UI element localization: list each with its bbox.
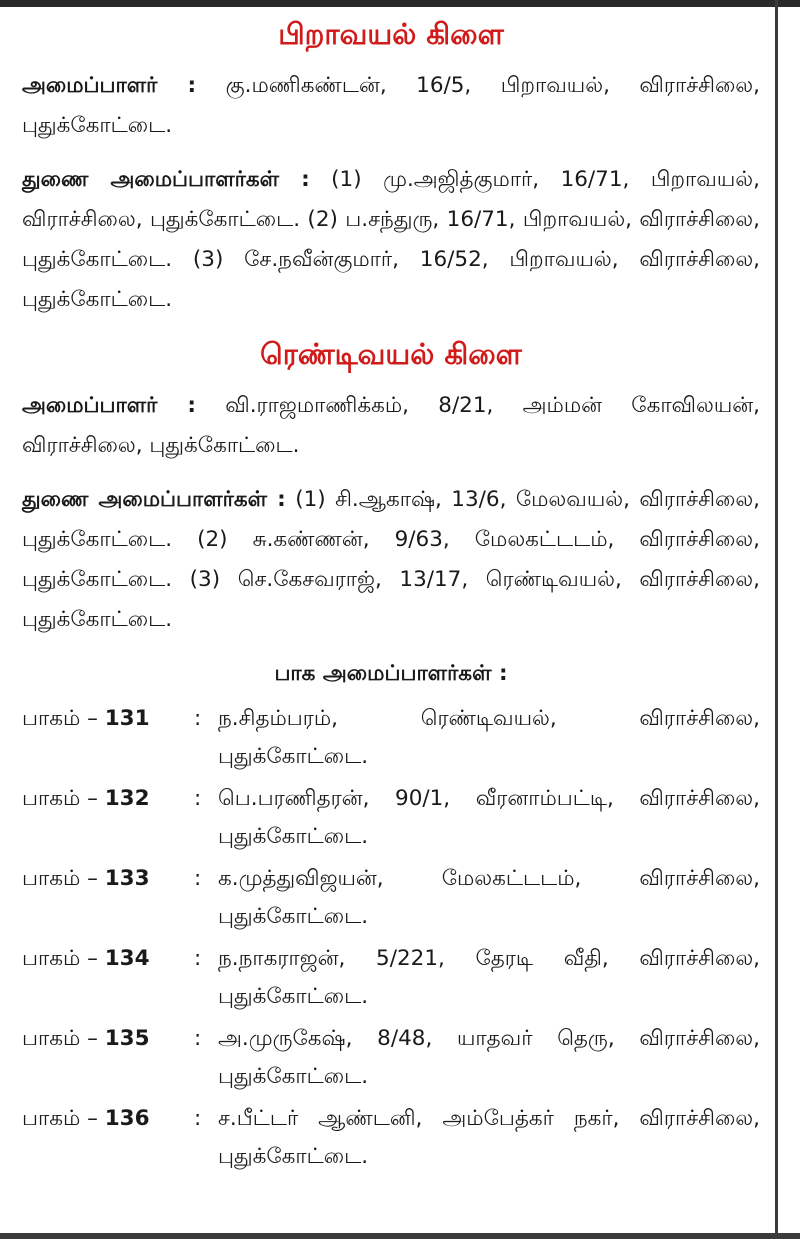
organizer-label: அமைப்பாளர் : — [22, 73, 197, 98]
part-text: ந.சிதம்பரம், ரெண்டிவயல், விராச்சிலை, புதுக்கோட்டை. — [218, 706, 760, 769]
list-item — [22, 860, 760, 936]
part-label: பாகம் – 135 — [22, 1026, 150, 1051]
colon: : — [194, 786, 202, 811]
part-text: அ.முருகேஷ், 8/48, யாதவர் தெரு, விராச்சிலை, புதுக்கோட்டை. — [218, 1026, 760, 1089]
part-label: பாகம் – 133 — [22, 866, 150, 891]
colon: : — [194, 706, 202, 731]
bottom-border — [0, 1233, 800, 1239]
part-number: 131 — [104, 706, 150, 731]
colon: : — [194, 866, 202, 891]
part-label: பாகம் – 131 — [22, 706, 150, 731]
parts-heading: பாக அமைப்பாளர்கள் : — [274, 661, 508, 686]
list-item — [22, 700, 760, 776]
deputies-text: (1) மு.அஜித்குமார், 16/71, பிறாவயல், விராச்சிலை, புதுக்கோட்டை. (2) ப.சந்துரு, 16/71, பிறாவயல், விராச்சிலை, புதுக்கோட்டை. (3) சே.நவீன்குமார், 16/52, பிறாவயல், விராச்சிலை, புதுக்கோட்டை. — [22, 167, 760, 312]
branch-heading: ரெண்டிவயல் கிளை — [260, 337, 522, 371]
organizer-text: வி.ராஜமாணிக்கம், 8/21, அம்மன் கோவிலயன், விராச்சிலை, புதுக்கோட்டை. — [22, 393, 760, 458]
colon: : — [194, 946, 202, 971]
part-label: பாகம் – 136 — [22, 1106, 150, 1131]
deputies-label: துணை அமைப்பாளர்கள் : — [22, 487, 286, 512]
list-item — [22, 780, 760, 856]
right-border — [775, 0, 778, 1239]
part-text: ச.பீட்டர் ஆண்டனி, அம்பேத்கர் நகர், விராச்சிலை, புதுக்கோட்டை. — [218, 1106, 760, 1169]
branch-heading: பிறாவயல் கிளை — [278, 17, 504, 51]
part-number: 135 — [104, 1026, 150, 1051]
part-text: ந.நாகராஜன், 5/221, தேரடி வீதி, விராச்சிலை, புதுக்கோட்டை. — [218, 946, 760, 1009]
organizer-paragraph — [22, 66, 760, 146]
part-label: பாகம் – 134 — [22, 946, 150, 971]
deputies-text: (1) சி.ஆகாஷ், 13/6, மேலவயல், விராச்சிலை, புதுக்கோட்டை. (2) சு.கண்ணன், 9/63, மேலகட்டடம், விராச்சிலை, புதுக்கோட்டை. (3) செ.கேசவராஜ், 13/17, ரெண்டிவயல், விராச்சிலை, புதுக்கோட்டை. — [22, 487, 760, 632]
colon: : — [194, 1106, 202, 1131]
part-label: பாகம் – 132 — [22, 786, 150, 811]
part-number: 133 — [104, 866, 150, 891]
deputies-paragraph — [22, 480, 760, 640]
organizer-paragraph — [22, 386, 760, 466]
organizer-text: கு.மணிகண்டன், 16/5, பிறாவயல், விராச்சிலை, புதுக்கோட்டை. — [22, 73, 760, 138]
deputies-paragraph — [22, 160, 760, 320]
branch-section-2 — [22, 334, 760, 640]
organizer-label: அமைப்பாளர் : — [22, 393, 196, 418]
part-number: 134 — [104, 946, 150, 971]
list-item — [22, 1100, 760, 1176]
deputies-label: துணை அமைப்பாளர்கள் : — [22, 167, 310, 192]
part-text: க.முத்துவிஜயன், மேலகட்டடம், விராச்சிலை, புதுக்கோட்டை. — [218, 866, 760, 929]
part-text: பெ.பரணிதரன், 90/1, வீரனாம்பட்டி, விராச்சிலை, புதுக்கோட்டை. — [218, 786, 760, 849]
branch-section-1 — [22, 14, 760, 320]
parts-list — [22, 700, 760, 1176]
list-item — [22, 940, 760, 1016]
article-content — [22, 14, 760, 1180]
colon: : — [194, 1026, 202, 1051]
top-border — [0, 0, 800, 7]
part-number: 136 — [104, 1106, 150, 1131]
part-number: 132 — [104, 786, 150, 811]
list-item — [22, 1020, 760, 1096]
